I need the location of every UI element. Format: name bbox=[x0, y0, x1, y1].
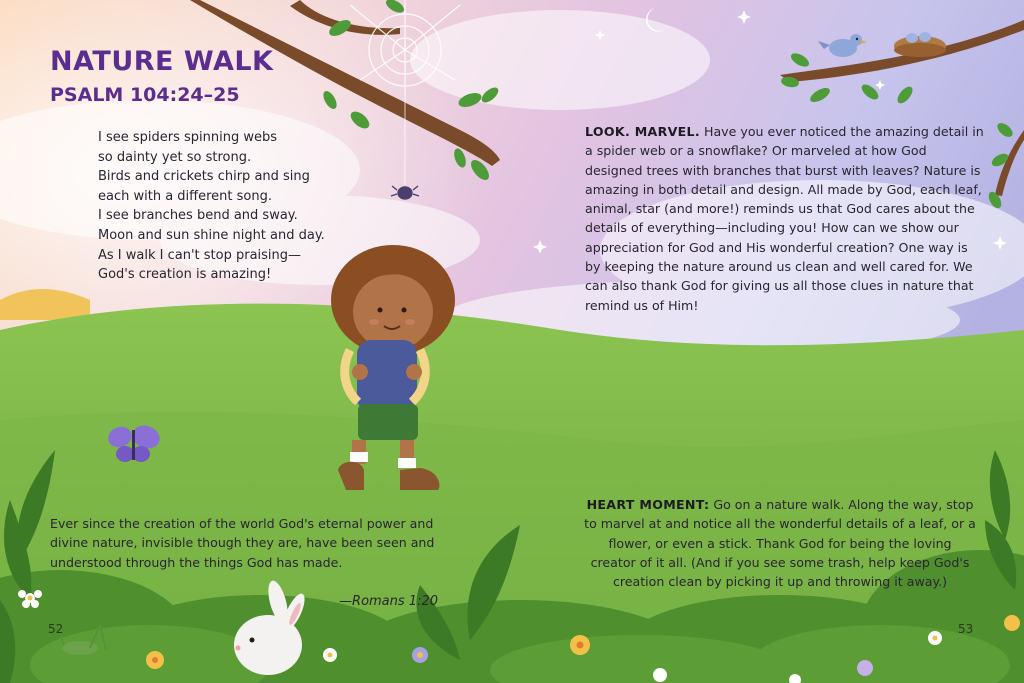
poem-line: Moon and sun shine night and day. bbox=[98, 227, 325, 243]
poem-line: God's creation is amazing! bbox=[98, 267, 272, 283]
poem-line: Birds and crickets chirp and sing bbox=[98, 169, 310, 185]
poem-line: I see spiders spinning webs bbox=[98, 130, 278, 145]
look-marvel-section bbox=[585, 122, 985, 315]
scripture-subtitle: PSALM 104:24–25 bbox=[50, 84, 240, 106]
verse-reference: —Romans 1:20 bbox=[339, 594, 438, 609]
look-marvel-heading: LOOK. MARVEL. bbox=[585, 124, 700, 139]
page-number-right: 53 bbox=[958, 622, 974, 636]
poem-line: As I walk I can't stop praising— bbox=[98, 247, 302, 263]
page-number-left: 52 bbox=[48, 622, 64, 636]
bible-verse: Ever since the creation of the world God's eternal power and divine nature, invisible though they are, have been seen and understood through the things God has made. bbox=[50, 516, 435, 570]
poem-line: I see branches bend and sway. bbox=[98, 208, 298, 224]
poem-line: so dainty yet so strong. bbox=[98, 149, 252, 165]
look-marvel-body: Have you ever noticed the amazing detail in a spider web or a snowflake? Or marveled at how God designed trees with branches that burst with leaves? Nature is amazing in both detail and design. All made by God, each leaf, animal, star (and more!) reminds us that God cares about the details of everything—including you! How can we show our appreciation for God and His wonderful creation? One way is by keeping the nature around us clean and well cared for. We can also thank God for giving us all those clues in nature that remind us of Him! bbox=[585, 124, 984, 313]
poem bbox=[98, 128, 325, 285]
page-title: NATURE WALK bbox=[50, 46, 274, 77]
heart-moment-section bbox=[584, 495, 976, 591]
heart-moment-heading: HEART MOMENT: bbox=[586, 497, 710, 512]
poem-line: each with a different song. bbox=[98, 188, 272, 204]
heart-moment-body: Go on a nature walk. Along the way, stop to marvel at and notice all the wonderful details of a leaf, or a flower, or even a stick. Thank God for being the loving creator of it all. (And if you see some trash, help keep God's creation clean by picking it up and throwing it away.) bbox=[584, 497, 976, 590]
